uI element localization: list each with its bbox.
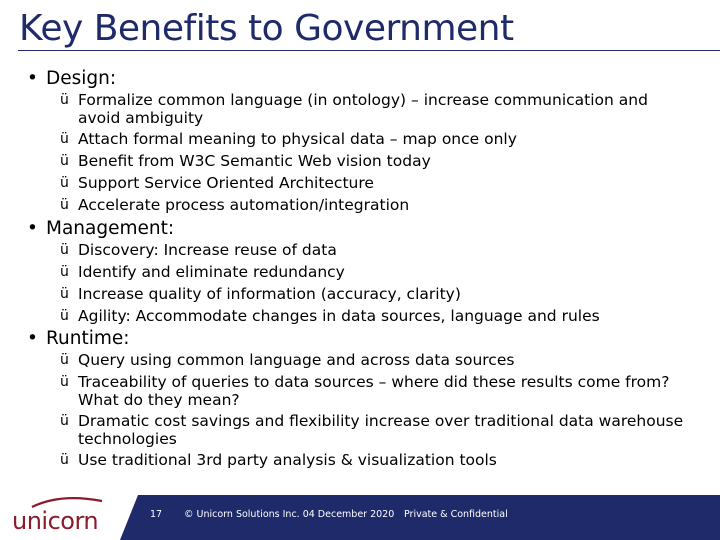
title-underline [18, 50, 720, 51]
checkmark-icon: ü [60, 197, 69, 213]
list-item-text: Identify and eliminate redundancy [78, 263, 345, 281]
slide-title: Key Benefits to Government [19, 8, 514, 49]
bullet-icon: • [27, 328, 38, 349]
checkmark-icon: ü [60, 153, 69, 169]
list-item-text: Query using common language and across data sources [78, 351, 515, 369]
section-heading-text: Runtime: [46, 328, 130, 349]
logo-wordmark: unicorn [12, 507, 99, 535]
checkmark-icon: ü [60, 308, 69, 324]
section-heading-text: Design: [46, 68, 117, 89]
section-heading-runtime [27, 328, 130, 349]
checkmark-icon: ü [60, 452, 69, 468]
list-item-text: Support Service Oriented Architecture [78, 174, 374, 192]
list-item-text: Benefit from W3C Semantic Web vision today [78, 152, 431, 170]
list-item-text: Use traditional 3rd party analysis & visualization tools [78, 451, 497, 469]
list-item-text: Agility: Accommodate changes in data sources, language and rules [78, 307, 600, 325]
list-item-text: Accelerate process automation/integration [78, 196, 410, 214]
checkmark-icon: ü [60, 92, 69, 108]
footer-copyright: © Unicorn Solutions Inc. 04 December 2020 [184, 509, 395, 520]
unicorn-logo [10, 493, 110, 535]
page-number: 17 [150, 509, 163, 520]
footer-confidential: Private & Confidential [404, 509, 508, 520]
checkmark-icon: ü [60, 352, 69, 368]
list-item-text-continued: What do they mean? [78, 390, 240, 409]
list-item-text: Discovery: Increase reuse of data [78, 241, 337, 259]
checkmark-icon: ü [60, 264, 69, 280]
checkmark-icon: ü [60, 175, 69, 191]
checkmark-icon: ü [60, 131, 69, 147]
list-item-text: Dramatic cost savings and flexibility increase over traditional data warehouse [78, 412, 684, 430]
list-item-text-continued: technologies [78, 429, 177, 448]
checkmark-icon: ü [60, 286, 69, 302]
footer-bar-slant [120, 495, 138, 540]
checkmark-icon: ü [60, 242, 69, 258]
section-heading-design [27, 68, 116, 89]
bullet-icon: • [27, 218, 38, 239]
list-item-text: Traceability of queries to data sources – where did these results come from? [78, 373, 670, 391]
list-item-text: Increase quality of information (accuracy, clarity) [78, 285, 461, 303]
checkmark-icon: ü [60, 374, 69, 390]
checkmark-icon: ü [60, 413, 69, 429]
list-item-text-continued: avoid ambiguity [78, 108, 204, 127]
section-heading-management [27, 218, 174, 239]
section-heading-text: Management: [46, 218, 175, 239]
list-item-text: Formalize common language (in ontology) – increase communication and [78, 91, 648, 109]
list-item-text: Attach formal meaning to physical data – map once only [78, 130, 517, 148]
bullet-icon: • [27, 68, 38, 89]
logo-swoosh [32, 498, 102, 507]
